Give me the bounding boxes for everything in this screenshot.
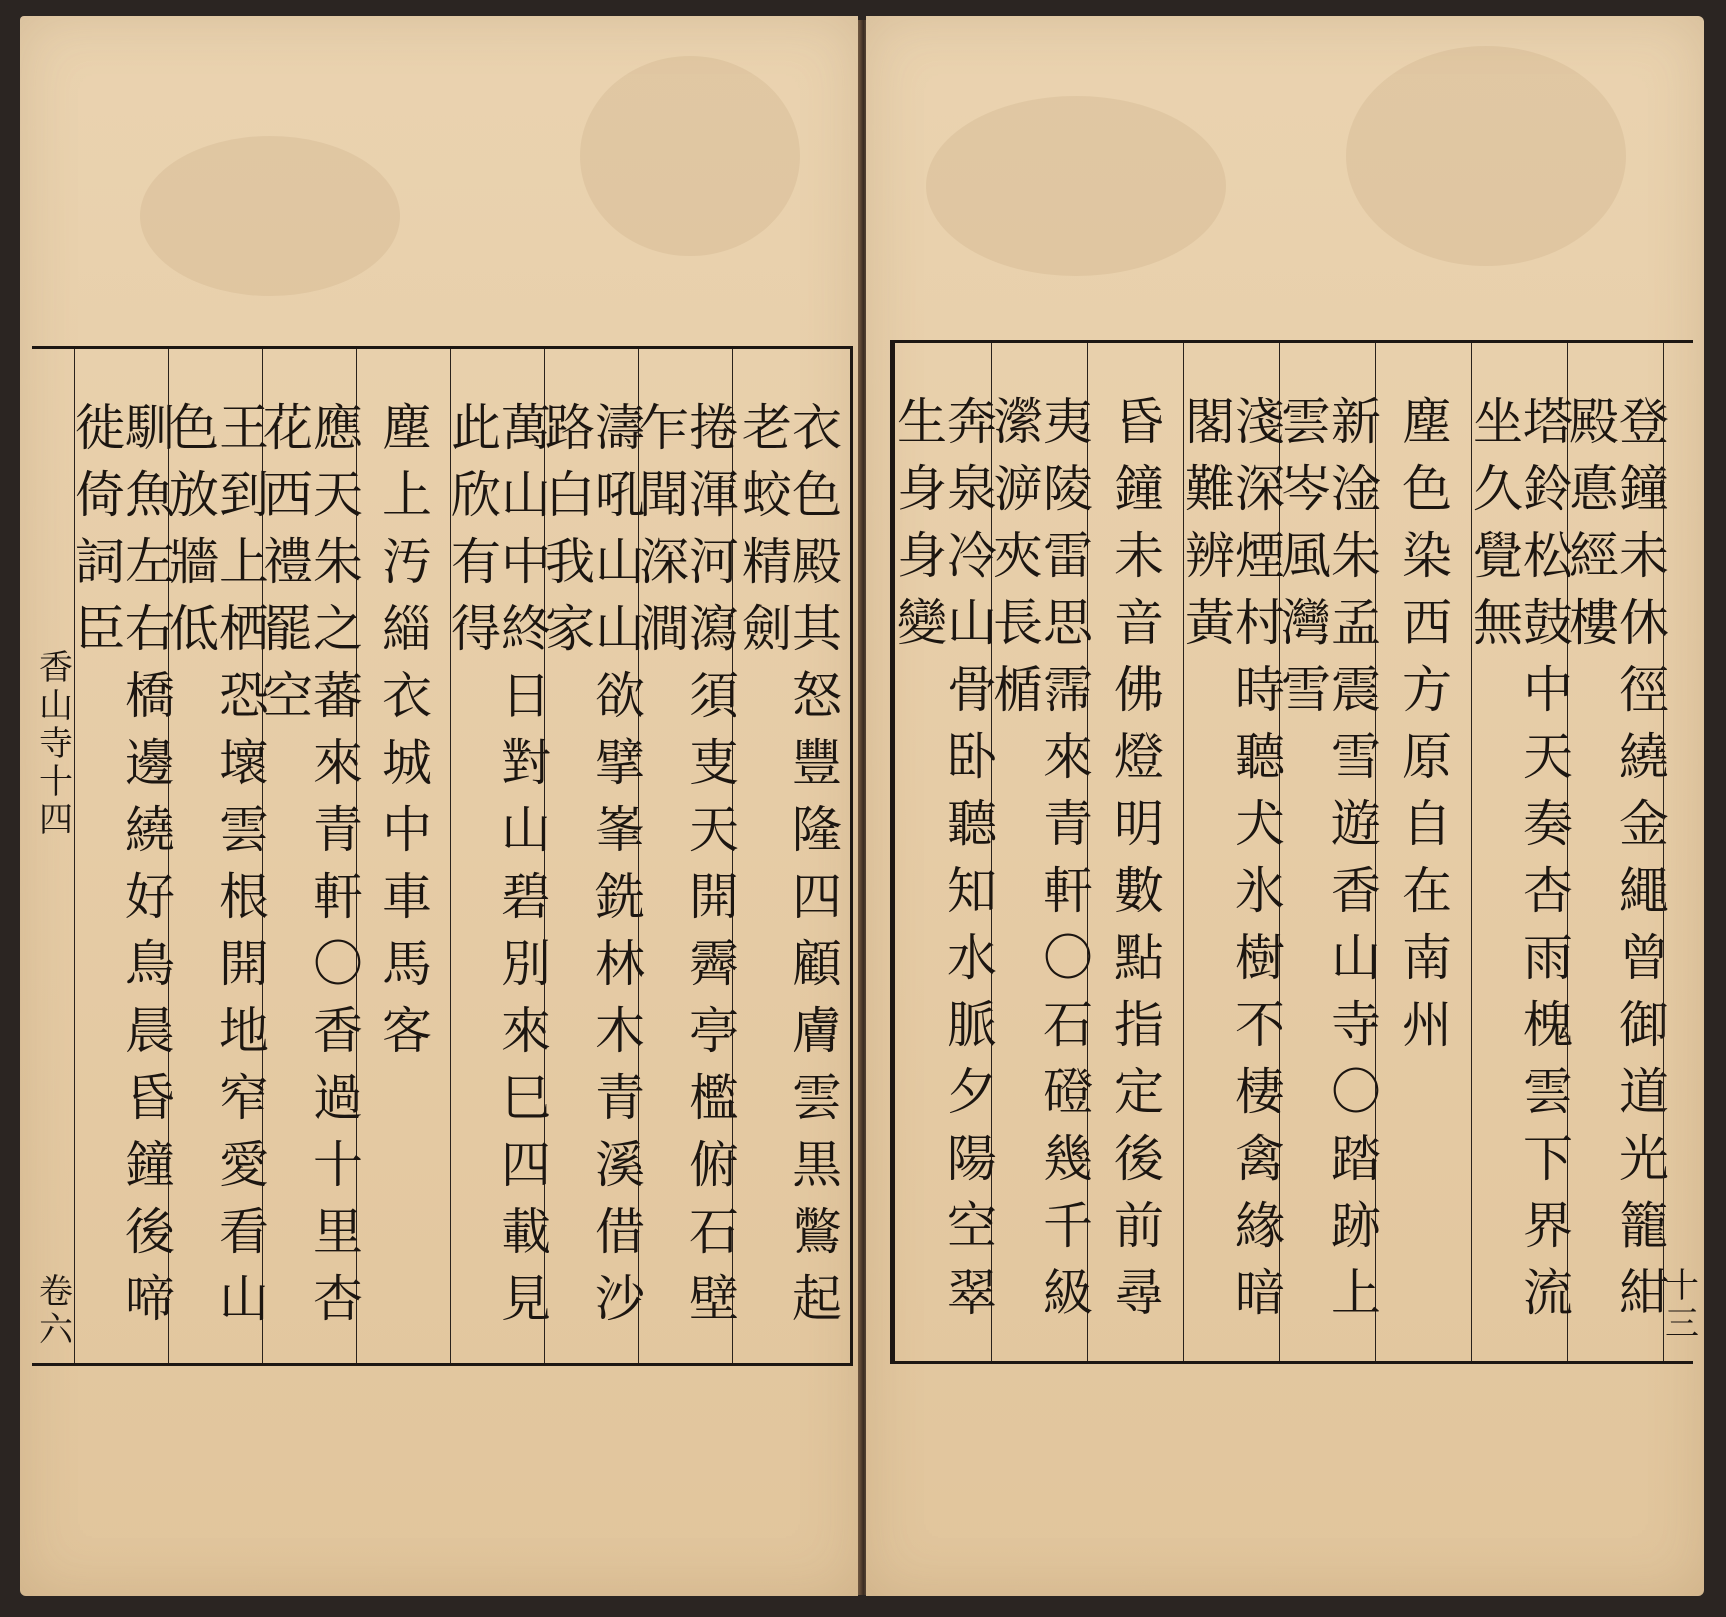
column-text: 昏鐘未音佛燈明數點指定後前尋 <box>1106 395 1164 1333</box>
text-column <box>67 349 175 1363</box>
text-column <box>537 349 645 1363</box>
text-column <box>1465 343 1573 1361</box>
column-text: 王到上栖恐壞雲根開地窄愛看山色放牆低 <box>161 401 269 1339</box>
paper-stain <box>926 96 1226 276</box>
text-column <box>161 349 269 1363</box>
column-text: 濤吼山山欲擘峯銑林木青溪借沙路白我家 <box>537 401 645 1339</box>
page-number: 十三 <box>1658 1267 1699 1343</box>
text-column <box>889 343 997 1361</box>
column-text: 塵色染西方原自在南州 <box>1394 395 1452 1065</box>
column-text: 應天朱之蕃來青軒〇香過十里杏花西禮罷空 <box>255 401 363 1339</box>
column-text: 塔鈴松鼓中天奏杏雨槐雲下界流坐久覺無 <box>1465 395 1573 1333</box>
text-column <box>356 349 451 1363</box>
text-column <box>732 349 844 1363</box>
column-text: 淺深煙村時聽犬氷樹不棲禽緣暗閣難辨黃 <box>1177 395 1285 1333</box>
column-text: 塵上汚緇衣城中車馬客 <box>374 401 432 1071</box>
column-text: 登鐘未休徑繞金繩曾御道光籠紺殿悳經樓 <box>1561 395 1669 1333</box>
column-text: 捲渾河瀉須叓天開霽亭檻俯石壁乍聞深澗 <box>631 401 739 1339</box>
column-text: 新淦朱孟震雪遊香山寺〇踏跡上雲岑風灣雪 <box>1273 395 1381 1333</box>
text-column <box>1273 343 1381 1361</box>
column-text: 馴魚左右橋邊繞好鳥晨昏鐘後啼徙倚詞臣 <box>67 401 175 1339</box>
page-heart <box>1658 343 1699 1361</box>
right-text-frame <box>889 340 1699 1364</box>
column-text: 夷陵雷思霈來青軒〇石磴幾千級瀠㴑夾長楯 <box>985 395 1093 1333</box>
text-column <box>1375 343 1472 1361</box>
left-text-frame <box>32 346 853 1366</box>
column-text: 奔泉冷山骨卧聽知水脈夕陽空翠生身身變 <box>889 395 997 1333</box>
text-column <box>255 349 363 1363</box>
heart-volume: 卷六 <box>32 1273 73 1349</box>
text-column <box>443 349 551 1363</box>
paper-stain <box>1346 46 1626 266</box>
text-column <box>631 349 739 1363</box>
text-column <box>1087 343 1184 1361</box>
column-text: 衣色殿其怒豐隆四顧膚雲黒鷩起老蛟精劍 <box>734 401 842 1339</box>
text-column <box>985 343 1093 1361</box>
text-column <box>1177 343 1285 1361</box>
paper-stain <box>580 56 800 256</box>
column-text: 萬山中終日對山碧別來巳四載見此欣有得 <box>443 401 551 1339</box>
right-page <box>866 16 1704 1596</box>
left-page <box>20 16 858 1596</box>
text-column <box>1561 343 1669 1361</box>
heart-title: 香山寺十四 <box>32 649 73 839</box>
paper-stain <box>140 136 400 296</box>
